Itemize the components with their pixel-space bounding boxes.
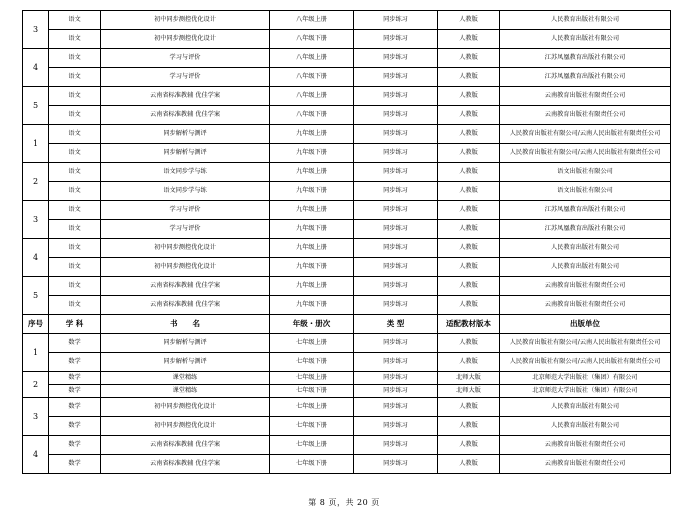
cell-publisher: 人民教育出版社有限公司/云南人民出版社有限责任公司 [500, 144, 671, 163]
cell-edition: 人教版 [438, 49, 500, 68]
table-row [23, 277, 671, 296]
cell-subject: 语文 [49, 163, 101, 182]
cell-grade: 九年级下册 [270, 144, 354, 163]
cell-type: 同步练习 [354, 258, 438, 277]
cell-book: 课堂精练 [101, 372, 270, 385]
cell-grade: 八年级下册 [270, 106, 354, 125]
cell-type: 同步练习 [354, 455, 438, 474]
cell-edition: 人教版 [438, 220, 500, 239]
header-edition: 适配教材版本 [438, 315, 500, 334]
table-row [23, 353, 671, 372]
header-subject: 学 科 [49, 315, 101, 334]
cell-subject: 语文 [49, 258, 101, 277]
table-row [23, 436, 671, 455]
cell-publisher: 人民教育出版社有限公司 [500, 417, 671, 436]
cell-edition: 北师大版 [438, 372, 500, 385]
row-number: 3 [23, 398, 49, 436]
table-row [23, 68, 671, 87]
cell-subject: 语文 [49, 277, 101, 296]
table-row [23, 125, 671, 144]
cell-publisher: 人民教育出版社有限公司 [500, 30, 671, 49]
cell-book: 课堂精练 [101, 385, 270, 398]
cell-edition: 人教版 [438, 436, 500, 455]
cell-subject: 数学 [49, 385, 101, 398]
cell-edition: 人教版 [438, 68, 500, 87]
cell-publisher: 云南教育出版社有限责任公司 [500, 277, 671, 296]
cell-book: 云南省标准教辅 优佳学案 [101, 87, 270, 106]
cell-publisher: 云南教育出版社有限责任公司 [500, 87, 671, 106]
cell-subject: 数学 [49, 334, 101, 353]
table-row [23, 296, 671, 315]
cell-publisher: 江苏凤凰教育出版社有限公司 [500, 220, 671, 239]
cell-type: 同步练习 [354, 106, 438, 125]
table-row [23, 334, 671, 353]
cell-book: 初中同步测控优化设计 [101, 258, 270, 277]
cell-edition: 人教版 [438, 144, 500, 163]
cell-publisher: 云南教育出版社有限责任公司 [500, 296, 671, 315]
table-row [23, 258, 671, 277]
cell-subject: 语文 [49, 125, 101, 144]
cell-book: 语文同步学与练 [101, 182, 270, 201]
cell-grade: 七年级上册 [270, 398, 354, 417]
table-row [23, 220, 671, 239]
header-row [23, 315, 671, 334]
table-row [23, 372, 671, 385]
cell-book: 学习与评价 [101, 201, 270, 220]
cell-type: 同步练习 [354, 385, 438, 398]
cell-grade: 九年级下册 [270, 220, 354, 239]
cell-book: 学习与评价 [101, 220, 270, 239]
cell-subject: 数学 [49, 372, 101, 385]
cell-edition: 人教版 [438, 182, 500, 201]
row-number: 5 [23, 87, 49, 125]
cell-book: 初中同步测控优化设计 [101, 417, 270, 436]
cell-publisher: 人民教育出版社有限公司 [500, 258, 671, 277]
cell-subject: 语文 [49, 182, 101, 201]
cell-book: 云南省标准教辅 优佳学案 [101, 296, 270, 315]
table-row [23, 106, 671, 125]
cell-publisher: 江苏凤凰教育出版社有限公司 [500, 68, 671, 87]
table-row [23, 49, 671, 68]
cell-edition: 人教版 [438, 417, 500, 436]
cell-grade: 九年级上册 [270, 125, 354, 144]
cell-grade: 九年级下册 [270, 296, 354, 315]
cell-publisher: 人民教育出版社有限公司/云南人民出版社有限责任公司 [500, 353, 671, 372]
table-row [23, 201, 671, 220]
cell-book: 同步解析与测评 [101, 353, 270, 372]
cell-edition: 人教版 [438, 239, 500, 258]
cell-type: 同步练习 [354, 296, 438, 315]
table-row [23, 239, 671, 258]
cell-book: 初中同步测控优化设计 [101, 11, 270, 30]
row-number: 2 [23, 372, 49, 398]
cell-edition: 人教版 [438, 106, 500, 125]
cell-type: 同步练习 [354, 125, 438, 144]
cell-edition: 人教版 [438, 30, 500, 49]
cell-type: 同步练习 [354, 49, 438, 68]
cell-edition: 人教版 [438, 258, 500, 277]
cell-type: 同步练习 [354, 417, 438, 436]
cell-publisher: 江苏凤凰教育出版社有限公司 [500, 201, 671, 220]
table-row [23, 87, 671, 106]
cell-grade: 八年级上册 [270, 49, 354, 68]
cell-grade: 九年级上册 [270, 277, 354, 296]
cell-book: 云南省标准教辅 优佳学案 [101, 455, 270, 474]
row-number: 3 [23, 201, 49, 239]
table-body-math [23, 334, 671, 474]
table-row [23, 385, 671, 398]
cell-edition: 人教版 [438, 11, 500, 30]
cell-grade: 八年级下册 [270, 30, 354, 49]
table-row [23, 144, 671, 163]
cell-type: 同步练习 [354, 372, 438, 385]
cell-edition: 人教版 [438, 125, 500, 144]
cell-grade: 七年级上册 [270, 436, 354, 455]
cell-subject: 数学 [49, 353, 101, 372]
cell-publisher: 云南教育出版社有限责任公司 [500, 106, 671, 125]
cell-type: 同步练习 [354, 398, 438, 417]
cell-book: 语文同步学与练 [101, 163, 270, 182]
cell-subject: 数学 [49, 455, 101, 474]
cell-type: 同步练习 [354, 182, 438, 201]
cell-book: 同步解析与测评 [101, 125, 270, 144]
cell-grade: 七年级下册 [270, 385, 354, 398]
header-grade: 年级・册次 [270, 315, 354, 334]
row-number: 4 [23, 436, 49, 474]
cell-edition: 人教版 [438, 296, 500, 315]
cell-publisher: 云南教育出版社有限责任公司 [500, 455, 671, 474]
cell-book: 同步解析与测评 [101, 334, 270, 353]
cell-type: 同步练习 [354, 201, 438, 220]
cell-type: 同步练习 [354, 11, 438, 30]
cell-book: 云南省标准教辅 优佳学案 [101, 106, 270, 125]
header-book: 书 名 [101, 315, 270, 334]
cell-edition: 人教版 [438, 163, 500, 182]
table-row [23, 11, 671, 30]
cell-publisher: 北京师范大学出版社（集团）有限公司 [500, 385, 671, 398]
cell-grade: 七年级下册 [270, 417, 354, 436]
cell-grade: 九年级上册 [270, 163, 354, 182]
cell-subject: 语文 [49, 30, 101, 49]
cell-subject: 数学 [49, 398, 101, 417]
cell-edition: 人教版 [438, 277, 500, 296]
header-type: 类 型 [354, 315, 438, 334]
cell-subject: 语文 [49, 106, 101, 125]
row-number: 4 [23, 239, 49, 277]
cell-type: 同步练习 [354, 436, 438, 455]
cell-publisher: 语文出版社有限公司 [500, 163, 671, 182]
table-row [23, 398, 671, 417]
cell-type: 同步练习 [354, 334, 438, 353]
cell-book: 同步解析与测评 [101, 144, 270, 163]
cell-book: 初中同步测控优化设计 [101, 398, 270, 417]
cell-type: 同步练习 [354, 220, 438, 239]
cell-publisher: 人民教育出版社有限公司/云南人民出版社有限责任公司 [500, 334, 671, 353]
row-number: 1 [23, 334, 49, 372]
cell-subject: 语文 [49, 11, 101, 30]
cell-book: 学习与评价 [101, 68, 270, 87]
cell-publisher: 人民教育出版社有限公司/云南人民出版社有限责任公司 [500, 125, 671, 144]
cell-book: 初中同步测控优化设计 [101, 30, 270, 49]
cell-book: 云南省标准教辅 优佳学案 [101, 436, 270, 455]
table-header [23, 315, 671, 334]
cell-type: 同步练习 [354, 68, 438, 87]
cell-publisher: 人民教育出版社有限公司 [500, 398, 671, 417]
cell-publisher: 云南教育出版社有限责任公司 [500, 436, 671, 455]
cell-type: 同步练习 [354, 277, 438, 296]
header-no: 序号 [23, 315, 49, 334]
cell-type: 同步练习 [354, 353, 438, 372]
cell-edition: 人教版 [438, 353, 500, 372]
cell-subject: 数学 [49, 417, 101, 436]
cell-type: 同步练习 [354, 30, 438, 49]
cell-book: 云南省标准教辅 优佳学案 [101, 277, 270, 296]
cell-subject: 语文 [49, 220, 101, 239]
cell-subject: 语文 [49, 144, 101, 163]
cell-subject: 语文 [49, 68, 101, 87]
cell-publisher: 人民教育出版社有限公司 [500, 239, 671, 258]
cell-book: 学习与评价 [101, 49, 270, 68]
cell-edition: 北师大版 [438, 385, 500, 398]
cell-subject: 数学 [49, 436, 101, 455]
cell-type: 同步练习 [354, 144, 438, 163]
cell-grade: 八年级上册 [270, 11, 354, 30]
row-number: 5 [23, 277, 49, 315]
cell-publisher: 北京师范大学出版社（集团）有限公司 [500, 372, 671, 385]
table-row [23, 455, 671, 474]
cell-subject: 语文 [49, 296, 101, 315]
cell-grade: 七年级下册 [270, 455, 354, 474]
cell-grade: 九年级上册 [270, 239, 354, 258]
cell-edition: 人教版 [438, 87, 500, 106]
cell-edition: 人教版 [438, 334, 500, 353]
cell-subject: 语文 [49, 201, 101, 220]
book-list-table [22, 10, 671, 474]
cell-grade: 七年级下册 [270, 353, 354, 372]
cell-publisher: 语文出版社有限公司 [500, 182, 671, 201]
table-row [23, 182, 671, 201]
cell-type: 同步练习 [354, 87, 438, 106]
cell-grade: 七年级上册 [270, 372, 354, 385]
cell-edition: 人教版 [438, 455, 500, 474]
cell-grade: 八年级下册 [270, 68, 354, 87]
cell-grade: 八年级上册 [270, 87, 354, 106]
table-row [23, 417, 671, 436]
cell-book: 初中同步测控优化设计 [101, 239, 270, 258]
cell-publisher: 人民教育出版社有限公司 [500, 11, 671, 30]
table-row [23, 30, 671, 49]
row-number: 3 [23, 11, 49, 49]
header-publisher: 出版单位 [500, 315, 671, 334]
page-footer: 第 8 页，共 20 页 [308, 498, 380, 507]
table-body-chinese [23, 11, 671, 315]
cell-edition: 人教版 [438, 201, 500, 220]
cell-publisher: 江苏凤凰教育出版社有限公司 [500, 49, 671, 68]
row-number: 2 [23, 163, 49, 201]
cell-grade: 九年级上册 [270, 201, 354, 220]
cell-subject: 语文 [49, 87, 101, 106]
cell-type: 同步练习 [354, 239, 438, 258]
row-number: 4 [23, 49, 49, 87]
cell-edition: 人教版 [438, 398, 500, 417]
table-row [23, 163, 671, 182]
cell-grade: 七年级上册 [270, 334, 354, 353]
row-number: 1 [23, 125, 49, 163]
cell-subject: 语文 [49, 239, 101, 258]
cell-grade: 九年级下册 [270, 258, 354, 277]
cell-type: 同步练习 [354, 163, 438, 182]
cell-grade: 九年级下册 [270, 182, 354, 201]
cell-subject: 语文 [49, 49, 101, 68]
